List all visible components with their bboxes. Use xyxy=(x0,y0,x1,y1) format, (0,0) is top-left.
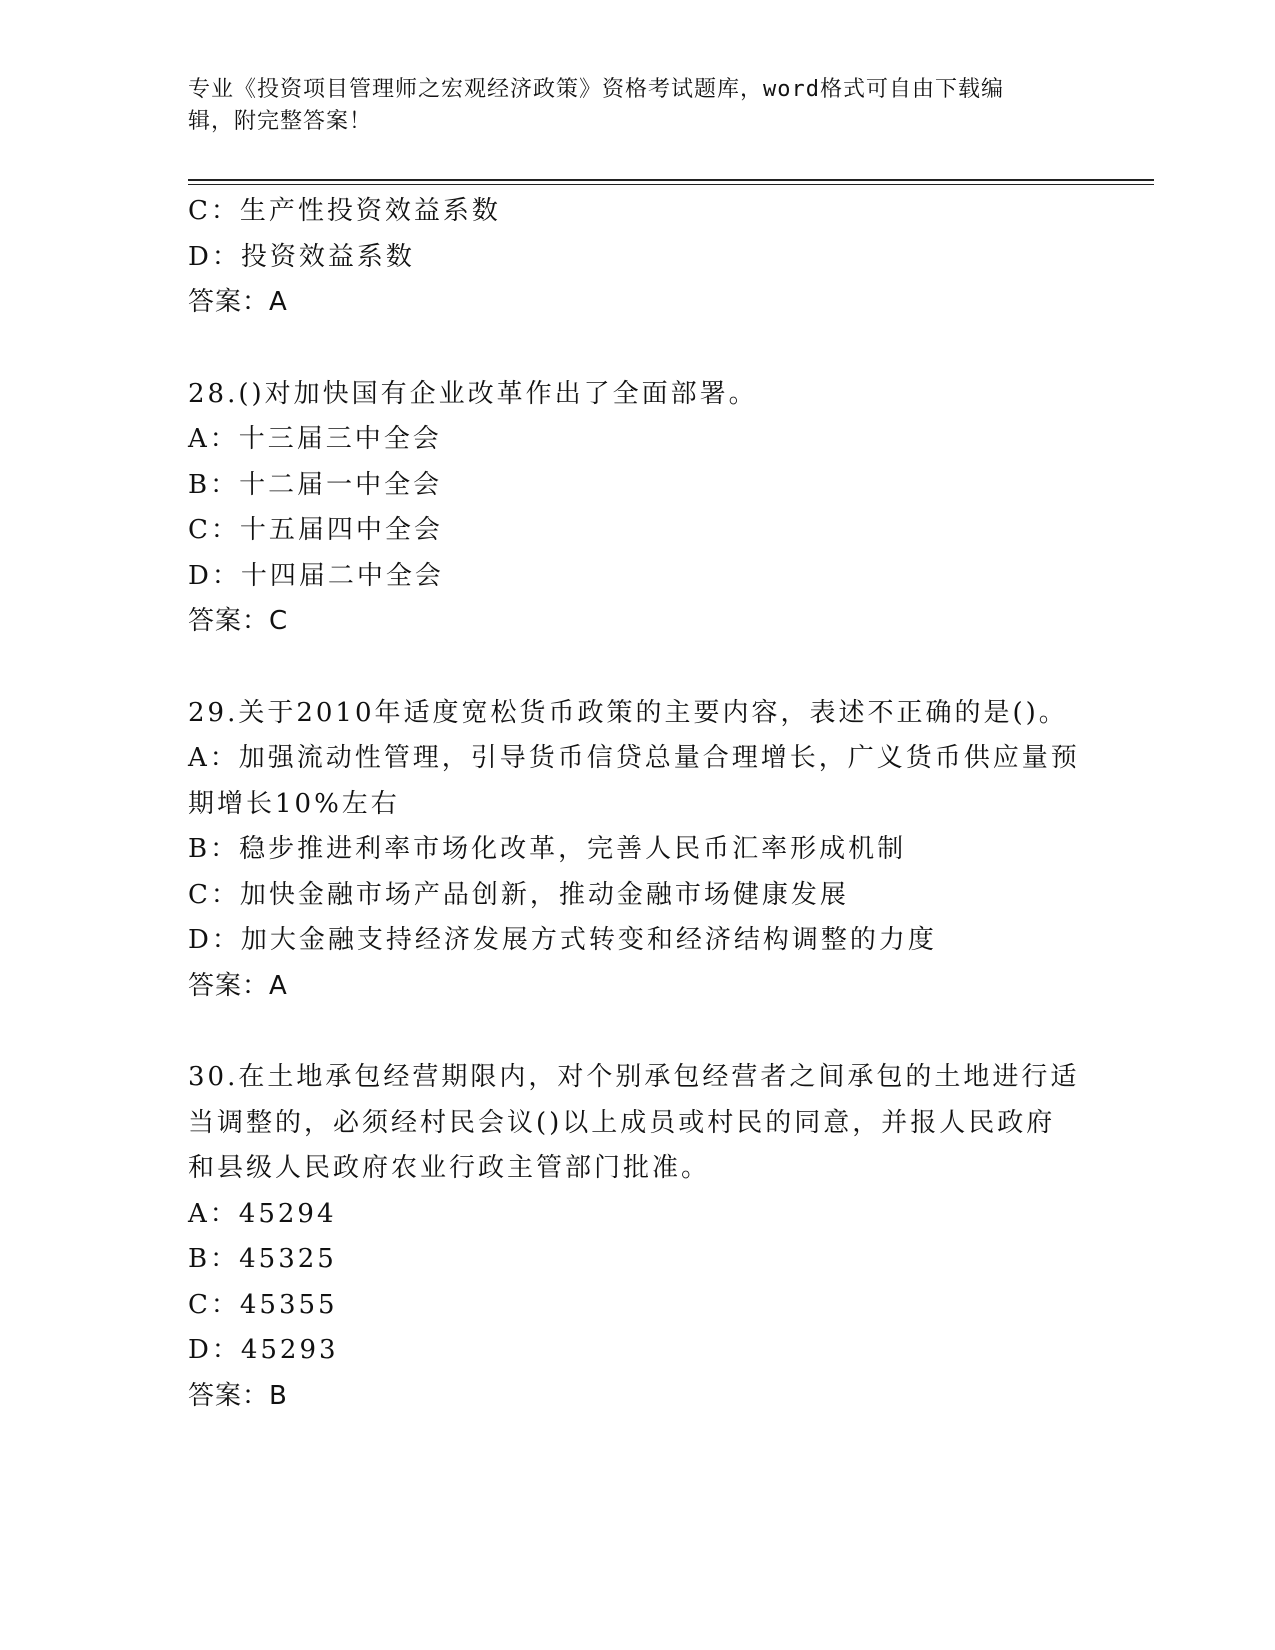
question-stem-continued: 当调整的，必须经村民会议()以上成员或村民的同意，并报人民政府 xyxy=(188,1107,1056,1138)
option-b: B：稳步推进利率市场化改革，完善人民币汇率形成机制 xyxy=(188,834,907,864)
option-d: D：十四届二中全会 xyxy=(188,560,444,591)
question-block-27-tail xyxy=(188,189,1088,326)
option-c: C：生产性投资效益系数 xyxy=(188,196,501,226)
block-spacer xyxy=(188,326,1088,372)
option-c: C：加快金融市场产品创新，推动金融市场健康发展 xyxy=(188,879,849,910)
option-d: D：加大金融支持经济发展方式转变和经济结构调整的力度 xyxy=(188,925,937,955)
document-header xyxy=(188,74,1088,138)
question-stem: 30.在土地承包经营期限内，对个别承包经营者之间承包的土地进行适 xyxy=(188,1062,1080,1092)
option-a: A：45294 xyxy=(188,1198,337,1229)
option-b: B：45325 xyxy=(188,1244,337,1274)
header-line-2: 辑，附完整答案！ xyxy=(188,109,373,134)
question-stem: 28.()对加快国有企业改革作出了全面部署。 xyxy=(188,378,758,409)
header-divider-thick xyxy=(188,179,1154,181)
option-c: C：十五届四中全会 xyxy=(188,515,443,545)
option-d: D：投资效益系数 xyxy=(188,241,415,272)
answer-line: 答案：B xyxy=(188,1380,288,1411)
question-block-30 xyxy=(188,1055,1088,1419)
question-stem: 29.关于2010年适度宽松货币政策的主要内容，表述不正确的是()。 xyxy=(188,697,1068,728)
option-b: B：十二届一中全会 xyxy=(188,469,443,500)
header-divider-thin xyxy=(188,184,1154,185)
header-line-1: 专业《投资项目管理师之宏观经济政策》资格考试题库，word格式可自由下载编 xyxy=(188,77,1004,102)
option-a-continued: 期增长10%左右 xyxy=(188,788,400,819)
question-block-28 xyxy=(188,372,1088,645)
option-a: A：十三届三中全会 xyxy=(188,424,442,454)
block-spacer xyxy=(188,645,1088,691)
question-list xyxy=(188,189,1088,1419)
answer-line: 答案：A xyxy=(188,287,288,317)
option-a: A：加强流动性管理，引导货币信贷总量合理增长，广义货币供应量预 xyxy=(188,743,1080,773)
block-spacer xyxy=(188,1009,1088,1055)
answer-line: 答案：A xyxy=(188,970,288,1001)
answer-line: 答案：C xyxy=(188,606,289,636)
option-d: D：45293 xyxy=(188,1335,339,1365)
question-block-29 xyxy=(188,691,1088,1010)
option-c: C：45355 xyxy=(188,1289,338,1320)
question-stem-continued: 和县级人民政府农业行政主管部门批准。 xyxy=(188,1153,711,1183)
